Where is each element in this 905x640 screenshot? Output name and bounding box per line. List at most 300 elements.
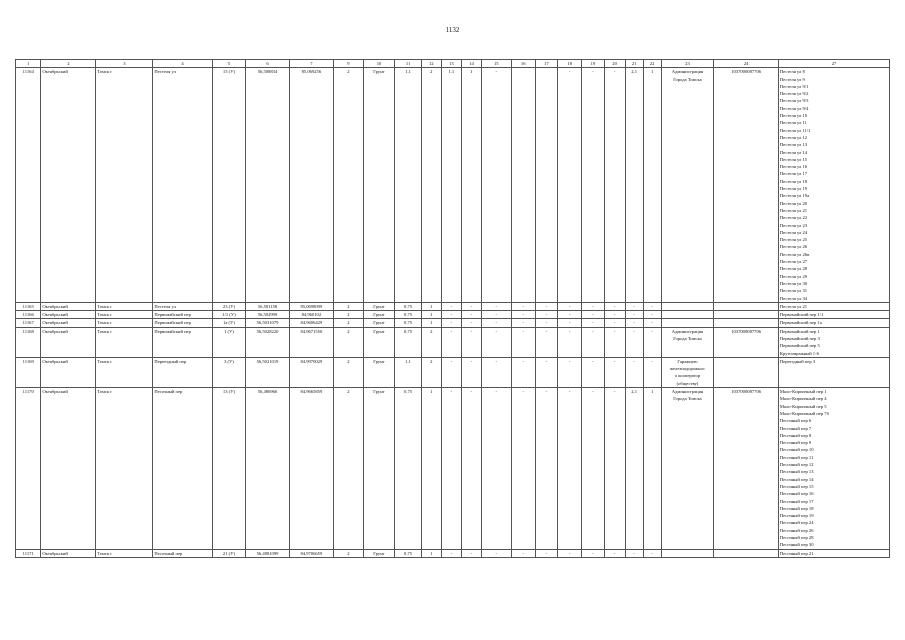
addresses-cell (778, 388, 889, 550)
ogrn-cell (714, 302, 778, 310)
address-line: Мало-Кирпичный пер 1 (779, 389, 827, 395)
column-header: 21 (625, 60, 643, 68)
table-cell: 56,5031079 (246, 319, 289, 327)
table-cell: 11167 (16, 319, 41, 327)
table-cell: - (461, 302, 481, 310)
table-cell: - (558, 311, 582, 319)
table-cell: - (582, 302, 604, 310)
address-line: Песочный пер 9 (779, 440, 812, 446)
column-header: 16 (511, 60, 535, 68)
table-cell: Октябрьский (41, 549, 96, 557)
owner-cell (661, 68, 714, 303)
table-cell: 2 (334, 549, 364, 557)
table-cell: - (461, 319, 481, 327)
owner-cell (661, 327, 714, 357)
column-header: 9 (334, 60, 364, 68)
owner-line: Города Томска (673, 335, 702, 341)
address-line: Пестеля ул 9/1 (779, 83, 809, 89)
table-cell: - (441, 388, 461, 550)
owner-cell (661, 357, 714, 387)
table-cell: 11166 (16, 311, 41, 319)
address-line: Пестеля ул 14 (779, 149, 808, 155)
owner-line: Гаражную (677, 358, 698, 364)
table-cell: - (461, 388, 481, 550)
table-cell: 15 (У) (212, 68, 246, 303)
table-cell: - (481, 302, 511, 310)
address-line: Пестеля ул 26в (779, 251, 810, 257)
address-line: Песочный пер 24 (779, 520, 814, 526)
table-row (16, 357, 890, 387)
address-line: Пестеля ул 17 (779, 171, 808, 177)
table-cell: - (582, 327, 604, 357)
table-cell: - (582, 311, 604, 319)
table-cell: 84,9671550 (289, 327, 333, 357)
addresses-cell (778, 357, 889, 387)
address-line: Пестеля ул 28 (779, 266, 808, 272)
table-cell: 0,75 (395, 327, 421, 357)
table-cell: 0,75 (395, 302, 421, 310)
table-cell: - (511, 319, 535, 327)
table-cell: 2 (421, 68, 441, 303)
table-row (16, 549, 890, 557)
column-header: 1 (16, 60, 41, 68)
owner-line: железнодорожнос (669, 366, 706, 372)
table-cell: Первомайский пер (153, 311, 212, 319)
table-cell: Грунт (363, 68, 395, 303)
table-cell: - (481, 311, 511, 319)
table-cell: - (511, 327, 535, 357)
owner-line: (обществу) (676, 380, 699, 386)
table-cell: 84,960102 (289, 311, 333, 319)
address-line: Мало-Кирпичный пер 5 (779, 403, 827, 409)
table-cell: Песочный пер (153, 549, 212, 557)
table-row (16, 388, 890, 550)
table-cell: 21 (У) (212, 549, 246, 557)
table-cell: - (558, 357, 582, 387)
address-line: Пестеля ул 19 (779, 186, 808, 192)
table-cell: - (643, 357, 661, 387)
table-cell: 1 (421, 302, 441, 310)
table-cell: 2,1 (625, 68, 643, 303)
table-cell: 56,486966 (246, 388, 289, 550)
table-cell: - (441, 311, 461, 319)
address-line: Песочный пер 28 (779, 535, 814, 540)
table-row (16, 311, 890, 319)
table-cell: - (558, 327, 582, 357)
table-cell: - (643, 319, 661, 327)
table-cell: - (441, 302, 461, 310)
column-header: 6 (246, 60, 289, 68)
address-line: Мало-Кирпичный пер 7б (779, 410, 829, 416)
owner-cell (661, 311, 714, 319)
table-cell: - (535, 549, 557, 557)
page-number: 1132 (445, 26, 460, 34)
table-cell: 11169 (16, 357, 41, 387)
table-cell: Пестеля ул (153, 68, 212, 303)
address-line: Пестеля ул 11 (779, 120, 807, 126)
table-cell: - (461, 549, 481, 557)
table-cell: - (604, 311, 625, 319)
addresses-cell (778, 327, 889, 357)
table-cell: Грунт (363, 319, 395, 327)
address-line: Пестеля ул 31 (779, 288, 808, 294)
table-cell: 0,75 (395, 319, 421, 327)
table-cell: Первомайский пер (153, 319, 212, 327)
table-cell: 3 (У) (212, 357, 246, 387)
address-line: Пестеля ул 16 (779, 164, 808, 170)
address-line: Песочный пер 11 (779, 454, 814, 460)
table-cell: Томск г (96, 388, 153, 550)
address-line: Пестеля ул 21 (779, 303, 808, 309)
table-cell: - (558, 302, 582, 310)
table-cell: - (535, 302, 557, 310)
table-cell: 1 (421, 319, 441, 327)
column-header: 13 (441, 60, 461, 68)
table-cell: - (643, 311, 661, 319)
table-cell: - (625, 549, 643, 557)
table-cell: 11168 (16, 327, 41, 357)
address-line: Песочный пер 19 (779, 513, 814, 519)
table-cell: Пестеля ул (153, 302, 212, 310)
table-row (16, 68, 890, 303)
address-line: Песочный пер 13 (779, 469, 814, 475)
table-cell: 11170 (16, 388, 41, 550)
address-line: Первомайский пер 1/1 (779, 312, 824, 318)
owner-line: Администрация (671, 328, 704, 334)
ogrn-cell (714, 549, 778, 557)
table-cell: - (643, 549, 661, 557)
table-cell: 84,9665859 (289, 388, 333, 550)
table-cell: 2 (334, 311, 364, 319)
table-cell: Томск г (96, 302, 153, 310)
table-cell: Томск г (96, 68, 153, 303)
table-cell: - (582, 319, 604, 327)
address-line: Пестеля ул 30 (779, 280, 808, 286)
table-cell: - (511, 388, 535, 550)
table-cell: 1 (421, 388, 441, 550)
table-cell: 85,069256 (289, 68, 333, 303)
table-cell: 1 (643, 388, 661, 550)
header-row (16, 60, 890, 68)
address-line: Пестеля ул 13 (779, 142, 808, 148)
address-line: Пестеля ул 9/2 (779, 91, 809, 97)
table-cell: - (535, 388, 557, 550)
table-cell: Грунт (363, 549, 395, 557)
table-cell: Октябрьский (41, 357, 96, 387)
table-cell: - (582, 549, 604, 557)
owner-cell (661, 302, 714, 310)
table-cell: 0,75 (395, 311, 421, 319)
addresses-cell (778, 319, 889, 327)
address-line: Переездный пер 3 (779, 358, 816, 364)
column-header: 2 (41, 60, 96, 68)
table-cell: 11171 (16, 549, 41, 557)
table-cell: - (604, 68, 625, 303)
table-cell: 1 (643, 68, 661, 303)
table-cell: 2 (334, 327, 364, 357)
table-cell: 1 (421, 549, 441, 557)
table-cell: 1,1 (395, 357, 421, 387)
table-cell: 1/1 (У) (212, 311, 246, 319)
ogrn-cell: 1037000087706 (714, 68, 778, 303)
address-line: Пестеля ул 12 (779, 134, 808, 140)
table-cell: 84,9970029 (289, 357, 333, 387)
table-cell: - (511, 302, 535, 310)
column-header: 18 (558, 60, 582, 68)
table-cell: 85,0698099 (289, 302, 333, 310)
owner-cell (661, 319, 714, 327)
table-cell: - (535, 311, 557, 319)
ogrn-cell: 1037000087706 (714, 388, 778, 550)
registry-table (15, 59, 890, 558)
table-cell: 23 (У) (212, 302, 246, 310)
owner-line: Города Томска (673, 396, 702, 402)
table-cell: 1 (421, 311, 441, 319)
table-cell: - (535, 319, 557, 327)
table-cell: 56,5028220 (246, 327, 289, 357)
table-cell: - (481, 327, 511, 357)
address-line: Пестеля ул 9/4 (779, 105, 809, 111)
table-cell: 1 (У) (212, 327, 246, 357)
table-cell: - (461, 327, 481, 357)
table-cell: - (511, 549, 535, 557)
table-cell: Переездный пер (153, 357, 212, 387)
column-header: 14 (461, 60, 481, 68)
addresses-cell (778, 68, 889, 303)
address-line: Первомайский пер 1 (779, 328, 820, 334)
table-cell: 2 (334, 68, 364, 303)
table-cell: - (582, 357, 604, 387)
column-header: 23 (661, 60, 714, 68)
table-cell: - (625, 302, 643, 310)
table-cell: - (481, 68, 511, 303)
address-line: Песочный пер 14 (779, 476, 814, 482)
ogrn-cell (714, 319, 778, 327)
table-cell: Октябрьский (41, 388, 96, 550)
table-cell: - (558, 68, 582, 303)
table-cell: - (625, 311, 643, 319)
address-line: Пестеля ул 9/3 (779, 98, 809, 104)
table-cell: - (604, 302, 625, 310)
table-cell: - (643, 327, 661, 357)
column-header: 11 (395, 60, 421, 68)
table-cell: Грунт (363, 357, 395, 387)
table-row (16, 302, 890, 310)
table-cell: - (604, 549, 625, 557)
table-cell: Грунт (363, 327, 395, 357)
table-cell: 1,1 (395, 68, 421, 303)
addresses-cell (778, 549, 889, 557)
addresses-cell (778, 311, 889, 319)
table-cell: 2 (421, 327, 441, 357)
table-cell: 84,9706659 (289, 549, 333, 557)
table-cell: - (625, 319, 643, 327)
column-header: 27 (778, 60, 889, 68)
table-cell: - (625, 357, 643, 387)
table-cell: - (558, 319, 582, 327)
address-line: Песочный пер 30 (779, 542, 814, 548)
address-line: Пестеля ул 18 (779, 178, 808, 184)
table-cell: 84,9606429 (289, 319, 333, 327)
address-line: Песочный пер 26 (779, 527, 814, 533)
address-line: Песочный пер 15 (779, 483, 814, 489)
address-line: Пестеля ул 34 (779, 295, 808, 301)
table-cell: 56,502999 (246, 311, 289, 319)
table-cell: Песочный пер (153, 388, 212, 550)
address-line: Пестеля ул 22 (779, 215, 808, 221)
address-line: Песочный пер 8 (779, 432, 812, 438)
column-header: 5 (212, 60, 246, 68)
table-cell: 13 (У) (212, 388, 246, 550)
table-cell: - (481, 388, 511, 550)
column-header: 10 (363, 60, 395, 68)
table-cell: - (535, 357, 557, 387)
table-cell: 1а (У) (212, 319, 246, 327)
address-line: Первомайский пер 5 (779, 343, 820, 349)
table-cell: - (441, 357, 461, 387)
table-cell: Октябрьский (41, 327, 96, 357)
table-cell: Томск г (96, 357, 153, 387)
table-cell: - (461, 311, 481, 319)
ogrn-cell: 1037000087706 (714, 327, 778, 357)
address-line: Мало-Кирпичный пер 4 (779, 396, 827, 402)
table-cell: 2 (334, 302, 364, 310)
owner-cell (661, 549, 714, 557)
table-cell: - (511, 357, 535, 387)
address-line: Первомайский пер 1а (779, 320, 822, 326)
address-line: Крутоовражный 1-6 (779, 350, 819, 356)
table-cell: Томск г (96, 311, 153, 319)
table-cell: - (604, 319, 625, 327)
table-cell: - (604, 357, 625, 387)
address-line: Пестеля ул 23 (779, 222, 808, 228)
table-cell: - (441, 319, 461, 327)
table-cell: Октябрьский (41, 68, 96, 303)
table-cell: - (604, 388, 625, 550)
address-line: Пестеля ул 8 (779, 69, 805, 75)
address-line: Пестеля ул 25 (779, 237, 808, 243)
table-cell: - (511, 311, 535, 319)
table-cell: - (441, 327, 461, 357)
column-header: 7 (289, 60, 333, 68)
address-line: Пестеля ул 19а (779, 193, 810, 199)
table-cell: Октябрьский (41, 319, 96, 327)
table-cell: 56,5021019 (246, 357, 289, 387)
ogrn-cell (714, 357, 778, 387)
table-cell: 2 (421, 357, 441, 387)
table-cell: - (441, 549, 461, 557)
table-cell: Томск г (96, 327, 153, 357)
table-cell: - (643, 302, 661, 310)
column-header: 3 (96, 60, 153, 68)
address-line: Пестеля ул 20 (779, 200, 808, 206)
table-cell: 1 (461, 68, 481, 303)
table-cell: - (481, 549, 511, 557)
address-line: Песочный пер 21 (779, 550, 814, 556)
table-cell: - (604, 327, 625, 357)
address-line: Пестеля ул 29 (779, 273, 808, 279)
table-row (16, 319, 890, 327)
table-cell: 56,501158 (246, 302, 289, 310)
column-header: 20 (604, 60, 625, 68)
address-line: Пестеля ул 21 (779, 207, 808, 213)
owner-line: Города Томска (673, 76, 702, 82)
table-cell: - (481, 319, 511, 327)
address-line: Пестеля ул 26 (779, 244, 808, 250)
address-line: Пестеля ул 11/1 (779, 127, 811, 133)
address-line: Песочный пер 16 (779, 491, 814, 497)
addresses-cell (778, 302, 889, 310)
address-line: Первомайский пер 3 (779, 335, 820, 341)
table-cell: - (582, 388, 604, 550)
owner-line: о кооператор (674, 373, 701, 379)
column-header: 4 (153, 60, 212, 68)
column-header: 19 (582, 60, 604, 68)
table-cell: 2 (334, 388, 364, 550)
table-cell: 56,508834 (246, 68, 289, 303)
table-cell (511, 68, 535, 303)
table-cell: Первомайский пер (153, 327, 212, 357)
table-cell: 0,75 (395, 549, 421, 557)
owner-cell (661, 388, 714, 550)
address-line: Песочный пер 17 (779, 498, 814, 504)
table-cell: 2 (334, 319, 364, 327)
address-line: Песочный пер 7 (779, 425, 812, 431)
table-cell: Грунт (363, 311, 395, 319)
table-cell: 56,4881099 (246, 549, 289, 557)
table-cell: 11164 (16, 68, 41, 303)
table-cell: 1,1 (441, 68, 461, 303)
table-body (16, 68, 890, 558)
column-header: 12 (421, 60, 441, 68)
owner-line: Администрация (671, 69, 704, 75)
address-line: Песочный пер 18 (779, 505, 814, 511)
column-header: 15 (481, 60, 511, 68)
table-cell: 0,75 (395, 388, 421, 550)
address-line: Пестеля ул 10 (779, 113, 808, 119)
address-line: Пестеля ул 9 (779, 76, 805, 82)
table-cell: Октябрьский (41, 302, 96, 310)
table-cell: - (558, 549, 582, 557)
table-cell: 2 (334, 357, 364, 387)
ogrn-cell (714, 311, 778, 319)
table-cell: - (535, 327, 557, 357)
address-line: Пестеля ул 27 (779, 259, 808, 265)
table-cell: - (461, 357, 481, 387)
table-cell: Томск г (96, 319, 153, 327)
address-line: Песочный пер 12 (779, 462, 814, 468)
address-line: Пестеля ул 15 (779, 156, 808, 162)
address-line: Песочный пер 10 (779, 447, 814, 453)
table-cell: - (481, 357, 511, 387)
table-cell (535, 68, 557, 303)
owner-line: Администрация (671, 389, 704, 395)
table-cell: - (558, 388, 582, 550)
table-cell: Октябрьский (41, 311, 96, 319)
table-cell: Томск г (96, 549, 153, 557)
address-line: Песочный пер 6 (779, 418, 812, 424)
column-header: 24 (714, 60, 778, 68)
table-row (16, 327, 890, 357)
table-cell: 2,1 (625, 388, 643, 550)
table-cell: Грунт (363, 388, 395, 550)
table-cell: - (625, 327, 643, 357)
address-line: Пестеля ул 24 (779, 229, 808, 235)
table-cell: - (582, 68, 604, 303)
table-cell: 11165 (16, 302, 41, 310)
column-header: 22 (643, 60, 661, 68)
table-cell: Грунт (363, 302, 395, 310)
